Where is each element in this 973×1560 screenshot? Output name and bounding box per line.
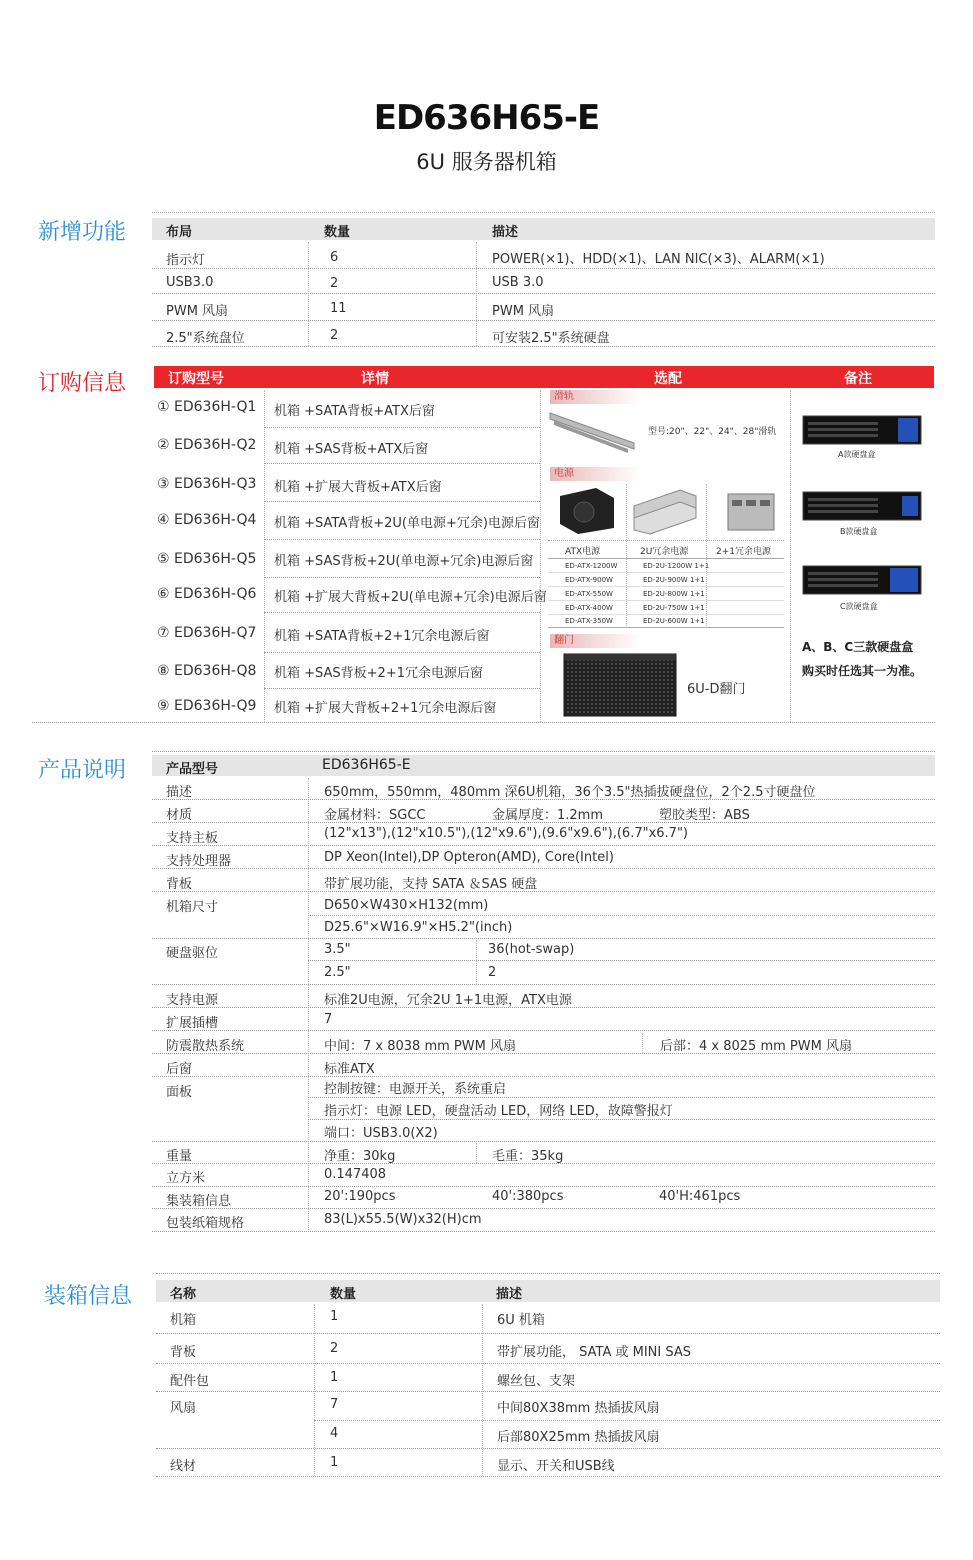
- order-model: ⑥ ED636H-Q6: [157, 586, 257, 602]
- psu-cell: ED-2U-600W 1+1: [643, 617, 705, 625]
- col-desc: 描述: [496, 1287, 523, 1302]
- drive-cage-b-image: [802, 490, 922, 522]
- model-value: ED636H65-E: [322, 757, 411, 773]
- col-order-notes: 备注: [844, 371, 872, 387]
- drive-cage-b-label: B款硬盘盒: [840, 527, 878, 536]
- drive-cage-a-image: [802, 414, 922, 446]
- order-detail: 机箱 +SATA背板+2+1冗余电源后窗: [274, 629, 490, 644]
- spec-label: 立方米: [166, 1171, 206, 1186]
- table-cell: PWM 风扇: [166, 304, 229, 319]
- table-cell: 4: [330, 1426, 339, 1441]
- psu-cell: ED-ATX-400W: [565, 604, 613, 612]
- notes-line2: 购买时任选其一为准。: [802, 664, 923, 678]
- col-order-options: 选配: [654, 371, 682, 387]
- order-detail: 机箱 +SATA背板+2U(单电源+冗余)电源后窗: [274, 516, 540, 531]
- col-desc: 描述: [492, 225, 519, 240]
- col-qty: 数量: [324, 225, 351, 240]
- table-cell: 2: [330, 276, 339, 291]
- col-name: 名称: [170, 1287, 197, 1302]
- spec-label: 扩展插槽: [166, 1016, 219, 1031]
- col-order-detail: 详情: [361, 371, 389, 387]
- spec-value: DP Xeon(Intel),DP Opteron(AMD), Core(Intel): [324, 850, 614, 865]
- spec-value: 端口：USB3.0(X2): [324, 1126, 438, 1141]
- spec-label: 后窗: [166, 1062, 193, 1077]
- table-cell: 1: [330, 1370, 339, 1385]
- order-detail: 机箱 +SAS背板+2U(单电源+冗余)电源后窗: [274, 554, 534, 569]
- psu-col-2u: 2U冗余电源: [640, 547, 689, 557]
- product-header: [152, 755, 935, 776]
- table-cell: 11: [330, 301, 347, 316]
- spec-label: 集装箱信息: [166, 1194, 232, 1209]
- spec-label: 支持主板: [166, 831, 219, 846]
- order-model: ⑧ ED636H-Q8: [157, 663, 257, 679]
- spec-value: 36(hot-swap): [488, 942, 575, 957]
- order-model: ③ ED636H-Q3: [157, 476, 257, 492]
- rail-tag: 滑轨: [550, 390, 640, 404]
- page-title: ED636H65-E: [373, 98, 600, 138]
- order-model: ① ED636H-Q1: [157, 399, 257, 415]
- spec-value: 3.5": [324, 942, 351, 957]
- table-cell: 可安装2.5"系统硬盘: [492, 331, 610, 346]
- psu-tag: 电源: [550, 467, 640, 481]
- atx-psu-image: [556, 486, 618, 536]
- new-features-header: [152, 218, 935, 240]
- order-model: ② ED636H-Q2: [157, 437, 257, 453]
- door-text: 6U-D翻门: [687, 682, 746, 697]
- redundant-psu-image: [630, 486, 700, 536]
- spec-label: 描述: [166, 785, 193, 800]
- spec-value: 0.147408: [324, 1167, 387, 1182]
- spec-value: 40'H:461pcs: [659, 1189, 741, 1204]
- table-cell: 2.5"系统盘位: [166, 331, 245, 346]
- spec-label: 包装纸箱规格: [166, 1216, 245, 1231]
- spec-value: 中间：7 x 8038 mm PWM 风扇: [324, 1039, 516, 1054]
- page-subtitle: 6U 服务器机箱: [416, 150, 557, 174]
- spec-value: 塑胶类型：ABS: [659, 808, 750, 823]
- table-cell: 6: [330, 250, 339, 265]
- spec-value: D25.6"×W16.9"×H5.2"(inch): [324, 920, 513, 935]
- col-order-model: 订购型号: [168, 371, 224, 387]
- order-model: ④ ED636H-Q4: [157, 512, 257, 528]
- section-title-new-features: 新增功能: [38, 220, 127, 245]
- table-cell: 带扩展功能， SATA 或 MINI SAS: [497, 1345, 691, 1360]
- door-tag: 翻门: [550, 634, 640, 648]
- table-cell: 2: [330, 1341, 339, 1356]
- rail-text: 型号:20"、22"、24"、28"滑轨: [648, 427, 777, 437]
- spec-value: 金属厚度：1.2mm: [492, 808, 604, 823]
- drive-cage-a-label: A款硬盘盒: [838, 450, 876, 459]
- table-cell: 风扇: [170, 1401, 197, 1416]
- table-cell: USB 3.0: [492, 275, 544, 290]
- col-layout: 布局: [166, 225, 193, 240]
- order-model: ⑦ ED636H-Q7: [157, 625, 257, 641]
- order-detail: 机箱 +扩展大背板+ATX后窗: [274, 480, 442, 495]
- order-model: ⑤ ED636H-Q5: [157, 551, 257, 567]
- order-detail: 机箱 +SAS背板+2+1冗余电源后窗: [274, 666, 483, 681]
- spec-value: 标准ATX: [324, 1062, 375, 1077]
- spec-value: 650mm，550mm，480mm 深6U机箱，36个3.5"热插拔硬盘位，2个2.5寸硬盘位: [324, 785, 816, 800]
- table-cell: 6U 机箱: [497, 1313, 545, 1328]
- order-model: ⑨ ED636H-Q9: [157, 698, 257, 714]
- order-detail: 机箱 +SAS背板+ATX后窗: [274, 442, 429, 457]
- table-cell: POWER(×1)、HDD(×1)、LAN NIC(×3)、ALARM(×1): [492, 252, 825, 267]
- order-header: [154, 366, 934, 388]
- spec-label: 重量: [166, 1149, 193, 1164]
- spec-label: 支持处理器: [166, 854, 232, 869]
- spec-value: 20':190pcs: [324, 1189, 396, 1204]
- spec-value: 7: [324, 1012, 333, 1027]
- model-label: 产品型号: [166, 762, 219, 777]
- table-cell: 1: [330, 1455, 339, 1470]
- spec-value: 83(L)x55.5(W)x32(H)cm: [324, 1212, 482, 1227]
- order-detail: 机箱 +扩展大背板+2U(单电源+冗余)电源后窗: [274, 590, 547, 605]
- table-cell: 机箱: [170, 1313, 197, 1328]
- rail-image: [548, 405, 638, 455]
- table-cell: 后部80X25mm 热插拔风扇: [497, 1430, 660, 1445]
- spec-label: 面板: [166, 1085, 193, 1100]
- spec-label: 防震散热系统: [166, 1039, 245, 1054]
- spec-label: 背板: [166, 877, 193, 892]
- psu-cell: ED-ATX-350W: [565, 617, 613, 625]
- psu-cell: ED-2U-750W 1+1: [643, 604, 705, 612]
- spec-value: (12"x13"),(12"x10.5"),(12"x9.6"),(9.6"x9.6"),(6.7"x6.7"): [324, 826, 688, 841]
- order-detail: 机箱 +SATA背板+ATX后窗: [274, 404, 435, 419]
- section-title-product: 产品说明: [38, 758, 127, 783]
- table-cell: 线材: [170, 1459, 197, 1474]
- notes-line1: A、B、C三款硬盘盒: [802, 640, 914, 654]
- drive-cage-c-label: C款硬盘盒: [840, 602, 878, 611]
- front-door-image: [562, 650, 680, 718]
- psu-col-2plus1: 2+1冗余电源: [716, 547, 771, 557]
- spec-value: 净重：30kg: [324, 1149, 396, 1164]
- table-cell: USB3.0: [166, 275, 214, 290]
- table-cell: 显示、开关和USB线: [497, 1459, 615, 1474]
- spec-value: 40':380pcs: [492, 1189, 564, 1204]
- psu-cell: ED-ATX-900W: [565, 576, 613, 584]
- psu-cell: ED-ATX-1200W: [565, 562, 618, 570]
- section-title-packing: 装箱信息: [44, 1284, 133, 1309]
- spec-value: 后部：4 x 8025 mm PWM 风扇: [660, 1039, 852, 1054]
- col-qty: 数量: [330, 1287, 357, 1302]
- order-detail: 机箱 +扩展大背板+2+1冗余电源后窗: [274, 701, 497, 716]
- spec-value: D650×W430×H132(mm): [324, 898, 489, 913]
- spec-label: 硬盘驱位: [166, 946, 219, 961]
- spec-label: 材质: [166, 808, 193, 823]
- table-cell: 7: [330, 1397, 339, 1412]
- spec-value: 2.5": [324, 965, 351, 980]
- spec-value: 带扩展功能，支持 SATA ＆SAS 硬盘: [324, 877, 538, 892]
- table-cell: 指示灯: [166, 253, 206, 268]
- psu-cell: ED-ATX-550W: [565, 590, 613, 598]
- table-cell: PWM 风扇: [492, 304, 555, 319]
- spec-value: 2: [488, 965, 497, 980]
- packing-header: [156, 1280, 940, 1302]
- psu-cell: ED-2U-900W 1+1: [643, 576, 705, 584]
- spec-value: 标准2U电源，冗余2U 1+1电源，ATX电源: [324, 993, 572, 1008]
- table-cell: 配件包: [170, 1374, 210, 1389]
- spec-value: 指示灯：电源 LED，硬盘活动 LED，网络 LED，故障警报灯: [324, 1104, 673, 1119]
- section-title-order: 订购信息: [38, 371, 127, 396]
- spec-value: 控制按键：电源开关，系统重启: [324, 1082, 507, 1097]
- drive-cage-c-image: [802, 564, 922, 596]
- table-cell: 螺丝包、支架: [497, 1374, 576, 1389]
- table-cell: 2: [330, 328, 339, 343]
- table-cell: 中间80X38mm 热插拔风扇: [497, 1401, 660, 1416]
- spec-value: 毛重：35kg: [492, 1149, 564, 1164]
- psu-2plus1-image: [720, 486, 780, 536]
- spec-label: 支持电源: [166, 993, 219, 1008]
- psu-col-atx: ATX电源: [565, 547, 601, 557]
- psu-cell: ED-2U-800W 1+1: [643, 590, 705, 598]
- table-cell: 1: [330, 1309, 339, 1324]
- spec-label: 机箱尺寸: [166, 900, 219, 915]
- psu-cell: ED-2U-1200W 1+1: [643, 562, 710, 570]
- spec-value: 金属材料：SGCC: [324, 808, 426, 823]
- table-cell: 背板: [170, 1345, 197, 1360]
